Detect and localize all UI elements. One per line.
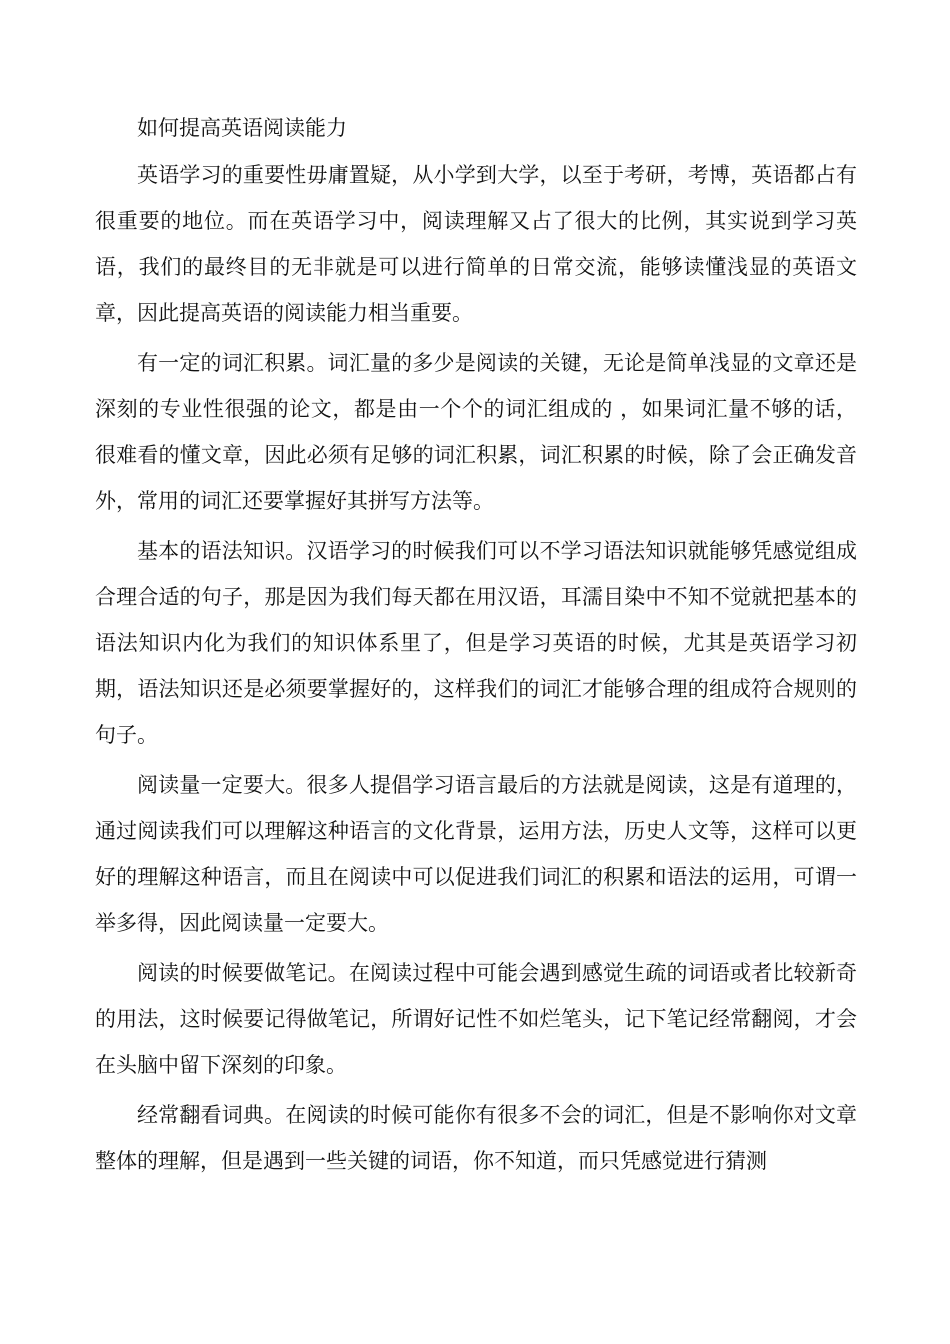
paragraph-reading-volume: 阅读量一定要大。很多人提倡学习语言最后的方法就是阅读，这是有道理的，通过阅读我们可以理解这种语言的文化背景，运用方法，历史人文等，这样可以更好的理解这种语言，而且在阅读中可以促进我们词汇的积累和语法的运用，可谓一举多得，因此阅读量一定要大。 (95, 773, 857, 935)
paragraph-dictionary: 经常翻看词典。在阅读的时候可能你有很多不会的词汇，但是不影响你对文章整体的理解，但是遇到一些关键的词语，你不知道，而只凭感觉进行猜测 (95, 1103, 857, 1173)
paragraph-vocabulary: 有一定的词汇积累。词汇量的多少是阅读的关键，无论是简单浅显的文章还是深刻的专业性很强的论文，都是由一个个的词汇组成的 ，如果词汇量不够的话，很难看的懂文章，因此必须有足够的词汇积累，词汇积累的时候，除了会正确发音外，常用的词汇还要掌握好其拼写方法等。 (95, 351, 857, 513)
document-page (95, 108, 857, 1188)
document-title: 如何提高英语阅读能力 (137, 116, 347, 140)
paragraph-grammar: 基本的语法知识。汉语学习的时候我们可以不学习语法知识就能够凭感觉组成合理合适的句子，那是因为我们每天都在用汉语，耳濡目染中不知不觉就把基本的语法知识内化为我们的知识体系里了，但是学习英语的时候，尤其是英语学习初期，语法知识还是必须要掌握好的，这样我们的词汇才能够合理的组成符合规则的句子。 (95, 539, 857, 747)
paragraph-intro: 英语学习的重要性毋庸置疑，从小学到大学，以至于考研，考博，英语都占有很重要的地位。而在英语学习中，阅读理解又占了很大的比例，其实说到学习英语，我们的最终目的无非就是可以进行简单的日常交流，能够读懂浅显的英语文章，因此提高英语的阅读能力相当重要。 (95, 163, 857, 325)
paragraph-notes: 阅读的时候要做笔记。在阅读过程中可能会遇到感觉生疏的词语或者比较新奇的用法，这时候要记得做笔记，所谓好记性不如烂笔头，记下笔记经常翻阅，才会在头脑中留下深刻的印象。 (95, 961, 857, 1077)
